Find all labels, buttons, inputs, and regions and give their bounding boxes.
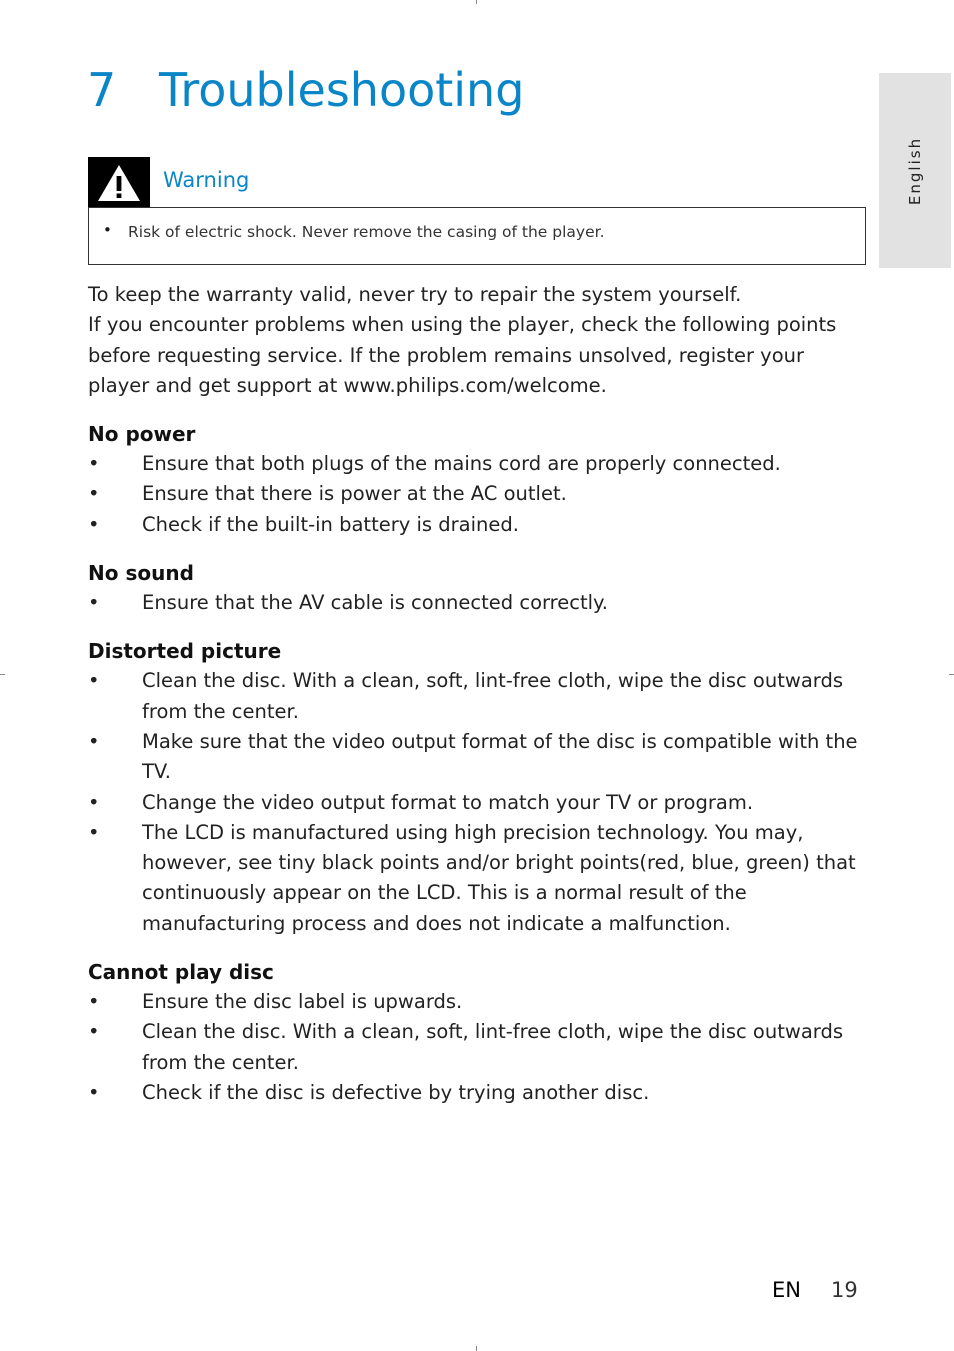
page-footer xyxy=(772,1278,858,1302)
list-item xyxy=(88,727,866,788)
main-content xyxy=(88,280,866,1108)
section-no-sound xyxy=(88,558,866,618)
list-item xyxy=(88,510,866,540)
bullet-icon: • xyxy=(88,1020,100,1044)
list-item xyxy=(88,818,866,939)
bullet-list xyxy=(88,588,866,618)
crop-mark-top xyxy=(476,0,477,4)
list-item xyxy=(88,479,866,509)
footer-language: EN xyxy=(772,1278,801,1302)
list-item xyxy=(88,1017,866,1078)
intro-paragraph: If you encounter problems when using the player, check the following points before requesting service. If the problem remains unsolved, register your player and get support at www.philips.com/welcome. xyxy=(88,313,837,397)
section-title: Cannot play disc xyxy=(88,960,274,985)
list-item-text: Clean the disc. With a clean, soft, lint-free cloth, wipe the disc outwards from the center. xyxy=(142,669,843,723)
chapter-number: 7 xyxy=(87,63,117,117)
bullet-list xyxy=(88,666,866,939)
list-item-text: Ensure that both plugs of the mains cord are properly connected. xyxy=(142,452,781,476)
list-item xyxy=(88,788,866,818)
list-item xyxy=(88,987,866,1017)
list-item-text: Ensure that there is power at the AC outlet. xyxy=(142,482,567,506)
bullet-list xyxy=(88,449,866,540)
bullet-icon: • xyxy=(88,512,100,536)
list-item xyxy=(88,1078,866,1108)
warning-label: Warning xyxy=(163,168,250,192)
bullet-icon: • xyxy=(103,221,112,239)
bullet-icon: • xyxy=(88,729,100,753)
bullet-icon: • xyxy=(88,452,100,476)
bullet-icon: • xyxy=(88,790,100,814)
list-item-text: Check if the disc is defective by trying another disc. xyxy=(142,1080,650,1104)
list-item-text: Change the video output format to match your TV or program. xyxy=(142,790,754,814)
crop-mark-bottom xyxy=(476,1346,477,1351)
list-item-text: The LCD is manufactured using high precision technology. You may, however, see tiny black points and/or bright points(red, blue, green) that continuously appear on the LCD. This is a normal result of the manufacturing process and does not indicate a malfunction. xyxy=(142,820,856,935)
language-side-tab-label: English xyxy=(906,136,924,205)
bullet-icon: • xyxy=(88,1080,100,1104)
warning-text: Risk of electric shock. Never remove the casing of the player. xyxy=(128,223,605,241)
bullet-icon: • xyxy=(88,669,100,693)
chapter-heading xyxy=(87,60,524,120)
list-item-text: Check if the built-in battery is drained. xyxy=(142,512,519,536)
language-side-tab xyxy=(879,73,951,268)
warning-box xyxy=(88,207,866,265)
section-title: Distorted picture xyxy=(88,639,282,664)
section-title: No sound xyxy=(88,561,194,586)
section-distorted-picture xyxy=(88,636,866,939)
list-item xyxy=(88,449,866,479)
warning-icon xyxy=(88,157,150,207)
intro-paragraph: To keep the warranty valid, never try to repair the system yourself. xyxy=(88,283,742,306)
list-item xyxy=(88,666,866,727)
chapter-title: Troubleshooting xyxy=(159,63,525,117)
page-number: 19 xyxy=(830,1278,858,1302)
list-item-text: Ensure that the AV cable is connected correctly. xyxy=(142,591,609,615)
bullet-icon: • xyxy=(88,591,100,615)
bullet-icon: • xyxy=(88,482,100,506)
section-cannot-play-disc xyxy=(88,957,866,1108)
section-no-power xyxy=(88,419,866,540)
list-item-text: Clean the disc. With a clean, soft, lint-free cloth, wipe the disc outwards from the center. xyxy=(142,1020,843,1074)
crop-mark-right xyxy=(949,674,954,675)
crop-mark-left xyxy=(0,674,5,675)
bullet-icon: • xyxy=(88,990,100,1014)
list-item-text: Make sure that the video output format of the disc is compatible with the TV. xyxy=(142,729,858,784)
bullet-icon: • xyxy=(88,820,100,844)
bullet-list xyxy=(88,987,866,1108)
list-item xyxy=(88,588,866,618)
list-item-text: Ensure the disc label is upwards. xyxy=(142,990,463,1014)
section-title: No power xyxy=(88,422,196,447)
